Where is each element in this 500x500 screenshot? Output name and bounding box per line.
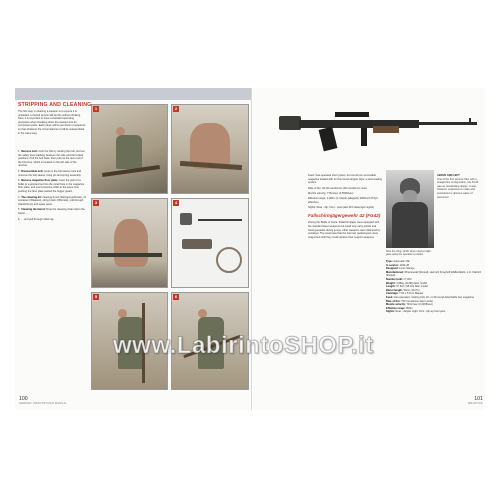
photo-step-1 <box>91 104 168 194</box>
photo-number-badge: 3 <box>94 200 98 205</box>
step-text: ... and pull through oiled rag. <box>21 217 55 221</box>
cleaning-rod-shape <box>198 219 242 221</box>
step-text: insert the point of a bullet or a pointed tool into the small hole in the magazine floor plate, and exert pressure while at the same time pushing the floor plate toward the trigger guard. <box>18 179 85 193</box>
spec-row: Designed: Louis Stange <box>386 267 415 271</box>
fg42-heading: Fallschirmjägergewehr 42 (FG42) <box>308 212 381 218</box>
left-page-number: 100 <box>19 396 28 402</box>
intro-paragraph: The first step in cleaning a weapon is to ensure it is unloaded; a trained person will do this without thinking. Next, it is important to have a standard operating procedure when breaking down the weapon into its component parts. Each piece will be put down in sequence so that whatever the circumstances it will be reassembled in the same way. <box>18 110 86 135</box>
spec-row: Number built: c7,000 <box>386 277 412 281</box>
cleaning-brush-shape <box>182 239 212 249</box>
spec-row: Muzzle velocity: 740m/sec (2,430ft/sec) <box>386 303 433 307</box>
step-label: Disassemble bolt: <box>21 169 44 173</box>
hands-shape <box>114 219 148 267</box>
face-shape <box>403 190 417 202</box>
fg42-rifle-illustration <box>273 98 483 168</box>
spec-row: Length: 97.5cm (38.4in) later model <box>386 285 428 289</box>
spec-row: Weight: 4.95kg (10.9lb) later model <box>386 281 428 285</box>
photo-number-badge: 1 <box>94 106 98 111</box>
spec-row: Feed: Gas-operated, rotating bolt; 10- or 20-round detachable box magazine <box>386 295 475 299</box>
right-page-footer <box>468 396 483 405</box>
step-number: 4 <box>18 195 20 199</box>
right-page-number: 101 <box>474 396 483 402</box>
intro-text <box>18 110 86 137</box>
sidebar-caption-body: One of the first service rifles with a straight-line configuration, the FG42 was an outstanding design. It was, however, expensive to make and considered a 'glorious waste of resources'. <box>437 177 479 199</box>
spec-row: Type: Automatic rifle <box>386 260 410 263</box>
feed-text: Feed: Gas-operated short piston; ten-round non-removable magazine loaded with 2x five-round stripper clips; a slow loading system. <box>308 174 382 185</box>
spec-list <box>386 260 482 314</box>
left-page-footer <box>19 396 67 405</box>
pull-through-shape <box>216 247 242 273</box>
spec-row: Sights: Rear - diopter sight; front - flip-up front post <box>386 310 446 314</box>
step-item <box>18 218 86 222</box>
step-label: Remove magazine floor plate: <box>21 179 58 183</box>
uniform-shape <box>392 202 428 248</box>
effective-range-text: Effective range: 1,000m (1,312yd) (allegedly 3000m/3,474yd effective) <box>308 197 378 204</box>
photo-caption: Note the sling, which when used at night gave away the operator's position. <box>386 250 431 257</box>
rifle-body <box>279 112 477 151</box>
oil-container-icon <box>180 213 192 225</box>
spec-row: In service: 1942-45 <box>386 263 410 267</box>
sidebar-caption <box>437 174 481 199</box>
photo-number-badge: 2 <box>174 106 178 111</box>
rate-of-fire-text: Rate of fire: 20-30 rounds/min (30 rounds/min max) <box>308 186 367 190</box>
spec-row: Cartridge: 7.92 x 57mm Mauser <box>386 292 424 296</box>
photo-number-badge: 4 <box>174 200 178 205</box>
step-text: Drop the cleaning chain down the barrel ... <box>18 208 85 215</box>
step-text: press in the bolt sleeve lock and unscrew the bolt sleeve, firing pin and spring assembly. <box>18 169 82 177</box>
step-item <box>18 196 86 207</box>
muzzle-velocity-text: Muzzle velocity: 776m/sec (2,550ft/sec) <box>308 191 354 195</box>
step-item <box>18 208 86 215</box>
right-running-footer: WEAPONS <box>468 402 483 405</box>
steps-list <box>18 150 86 223</box>
sidebar-caption-title: ABOVE AND LEFT <box>437 174 460 177</box>
step-number: 6 <box>18 217 20 221</box>
photo-number-badge: 6 <box>174 294 178 299</box>
step-text: cleaning brush (Reinigungsbürste), oil container (Ölkapsel), oiling brush (Ölbürste), pull-through (Hanfschnur) and spare parts. <box>18 195 86 206</box>
spec-row: Rate of fire: 750 rounds/min later model <box>386 299 433 303</box>
step-label: The cleaning kit: <box>21 195 42 199</box>
shop-watermark: www.LabirintoSHOP.it <box>113 332 374 359</box>
photo-number-badge: 5 <box>94 294 98 299</box>
step-item <box>18 179 86 193</box>
soldier-figure <box>116 127 142 169</box>
step-number: 1 <box>18 150 20 153</box>
spec-row: Manufactured: Rheinmetall (limited), Heinrich Krieghoff Waffenfabrik, L.O. Dietrich (limited) <box>386 270 482 278</box>
photo-step-4 <box>171 198 249 288</box>
section-banner <box>15 88 252 100</box>
rifle-shape <box>98 253 162 257</box>
right-main-column <box>308 174 382 241</box>
photo-step-2 <box>171 104 249 194</box>
left-running-footer: GERMAN INFANTRYMAN MANUAL <box>19 402 68 405</box>
spec-row: Effective range: 800m <box>386 306 413 310</box>
step-label: Cleaning the barrel: <box>21 208 46 212</box>
step-number: 3 <box>18 179 20 183</box>
step-label: Remove bolt: <box>21 150 38 153</box>
step-item <box>18 150 86 168</box>
step-item <box>18 170 86 177</box>
step-text: cock the rifle by racking the bolt, and set the safety lever halfway between the safe and the locked positions. Pull the bolt back, then pull out the rear end of the bolt stop, which is located on the left side of the receiver. <box>18 150 85 168</box>
sights-text: Sights: Rear - flip, front - post (also ZF4 telescopic sights) <box>308 206 375 210</box>
step-number: 5 <box>18 208 20 212</box>
paratrooper-photo <box>386 170 434 248</box>
fg42-body: During the Battle of Crete, Fallschirmjäger were equipped with the standard Heer weapons but could only carry pistols and hand grenades during jumps; other weapons were delivered by container. The result was that the German paratroopers were outgunned until they could retrieve their support weapons. <box>308 221 381 239</box>
spec-row: Barrel length: 50cm (19.7in) <box>386 288 420 292</box>
step-number: 2 <box>18 169 20 173</box>
photo-step-3 <box>91 198 168 288</box>
section-title: STRIPPING AND CLEANING <box>18 102 92 108</box>
